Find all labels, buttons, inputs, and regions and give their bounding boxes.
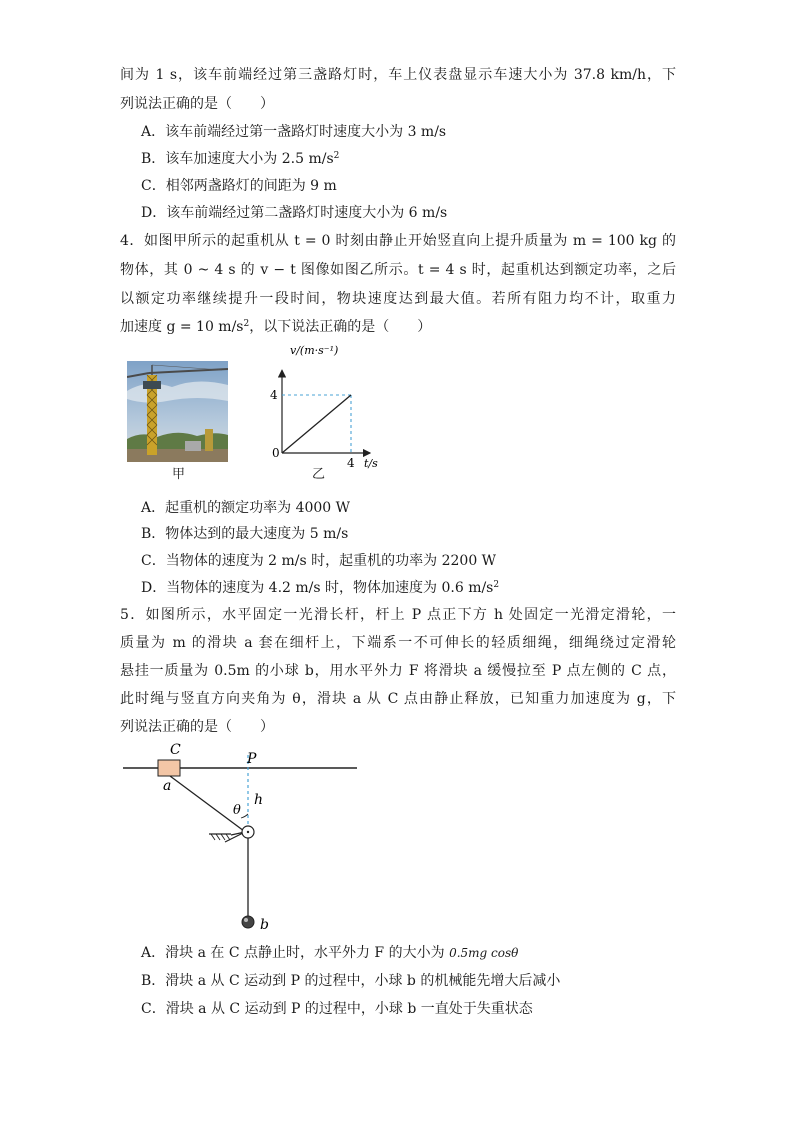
q4-stem-line-3: 以额定功率继续提升一段时间，物块速度达到最大值。若所有阻力均不计，取重力	[120, 291, 676, 307]
q5-stem-line-4: 此时绳与竖直方向夹角为 θ，滑块 a 从 C 点由静止释放，已知重力加速度为 g，下	[120, 691, 676, 707]
series-line	[282, 395, 351, 453]
slider-a	[158, 760, 180, 776]
figure-caption-jia: 甲	[172, 467, 186, 482]
q4-option-d[interactable]	[141, 579, 499, 597]
stem-text: 加速度 g = 10 m/s	[120, 319, 244, 335]
option-label: A．	[141, 945, 166, 961]
option-label: A．	[141, 500, 166, 516]
figure-caption-yi: 乙	[312, 467, 326, 482]
option-text: 该车前端经过第二盏路灯时速度大小为 6 m/s	[166, 205, 448, 221]
q3-option-b[interactable]	[141, 150, 339, 168]
superscript: 2	[493, 580, 500, 590]
pulley-diagram	[115, 738, 365, 938]
option-text: 当物体的速度为 4.2 m/s 时，物体加速度为 0.6 m/s	[166, 580, 494, 596]
option-text: 起重机的额定功率为 4000 W	[165, 500, 351, 516]
crane-cab	[143, 381, 161, 389]
option-text: 当物体的速度为 2 m/s 时，起重机的功率为 2200 W	[165, 553, 497, 569]
option-text: 该车加速度大小为 2.5 m/s	[165, 151, 334, 167]
option-text: 滑块 a 在 C 点静止时，水平外力 F 的大小为	[165, 945, 450, 961]
angle-arc	[241, 814, 248, 818]
q3-option-a[interactable]	[141, 123, 446, 141]
q5-stem-line-5: 列说法正确的是（ ）	[120, 719, 274, 735]
option-text: 该车前端经过第一盏路灯时速度大小为 3 m/s	[165, 124, 447, 140]
crane-photo	[127, 361, 228, 462]
q4-option-b[interactable]	[141, 525, 348, 543]
q3-stem-line-1: 间为 1 s，该车前端经过第三盏路灯时，车上仪表盘显示车速大小为 37.8 km/h，下	[120, 67, 676, 83]
q4-option-c[interactable]	[141, 552, 496, 570]
option-text: 滑块 a 从 C 运动到 P 的过程中，小球 b 一直处于失重状态	[165, 1001, 533, 1017]
superscript: 2	[243, 319, 250, 329]
pulley-axle	[247, 831, 249, 833]
ball-b	[242, 916, 254, 928]
option-text: 滑块 a 从 C 运动到 P 的过程中，小球 b 的机械能先增大后减小	[165, 973, 561, 989]
option-label: A．	[141, 124, 166, 140]
q5-stem-line-2: 质量为 m 的滑块 a 套在细杆上，下端系一不可伸长的轻质细绳，细绳绕过定滑轮	[120, 635, 676, 651]
option-label: D．	[141, 580, 167, 596]
q3-option-c[interactable]	[141, 177, 337, 195]
option-label: C．	[141, 1001, 166, 1017]
q4-stem-line-1: 4．如图甲所示的起重机从 t = 0 时刻由静止开始竖直向上提升质量为 m = 100 kg 的	[120, 233, 676, 249]
stem-text: ，以下说法正确的是（ ）	[249, 319, 432, 335]
label-h: h	[254, 792, 264, 808]
ball-highlight	[244, 918, 248, 922]
vt-chart	[262, 340, 412, 470]
y-axis-label: v/(m·s⁻¹)	[290, 344, 339, 357]
label-p: P	[247, 751, 257, 767]
photo-building	[205, 429, 213, 451]
x-tick-label: 4	[347, 456, 355, 470]
hatch-marks	[211, 834, 230, 840]
q5-stem-line-3: 悬挂一质量为 0.5m 的小球 b，用水平外力 F 将滑块 a 缓慢拉至 P 点左侧的 C 点，	[120, 663, 676, 679]
formula: 0.5mg cosθ	[449, 946, 519, 960]
option-label: D．	[141, 205, 167, 221]
photo-building	[185, 441, 201, 451]
label-b: b	[260, 917, 269, 933]
q4-stem-line-2: 物体，其 0 ~ 4 s 的 v − t 图像如图乙所示。t = 4 s 时，起重机达到额定功率，之后	[120, 262, 676, 278]
option-label: B．	[141, 526, 166, 542]
q5-option-a[interactable]	[141, 944, 518, 962]
option-text: 相邻两盏路灯的间距为 9 m	[165, 178, 337, 194]
q3-stem-line-2: 列说法正确的是（ ）	[120, 96, 274, 112]
q4-option-a[interactable]	[141, 499, 350, 517]
label-theta: θ	[233, 803, 241, 818]
origin-label: 0	[272, 446, 280, 460]
option-text: 物体达到的最大速度为 5 m/s	[165, 526, 349, 542]
option-label: C．	[141, 178, 166, 194]
y-tick-label: 4	[270, 388, 278, 402]
label-a: a	[163, 778, 172, 794]
q5-option-c[interactable]	[141, 1000, 533, 1018]
q5-option-b[interactable]	[141, 972, 560, 990]
option-label: B．	[141, 973, 166, 989]
option-label: C．	[141, 553, 166, 569]
label-c: C	[170, 742, 181, 758]
superscript: 2	[333, 151, 340, 161]
q4-stem-line-4	[120, 318, 431, 336]
q3-option-d[interactable]	[141, 204, 447, 222]
x-axis-label: t/s	[363, 457, 378, 470]
q5-stem-line-1: 5．如图所示，水平固定一光滑长杆，杆上 P 点正下方 h 处固定一光滑定滑轮，一	[120, 607, 676, 623]
option-label: B．	[141, 151, 166, 167]
